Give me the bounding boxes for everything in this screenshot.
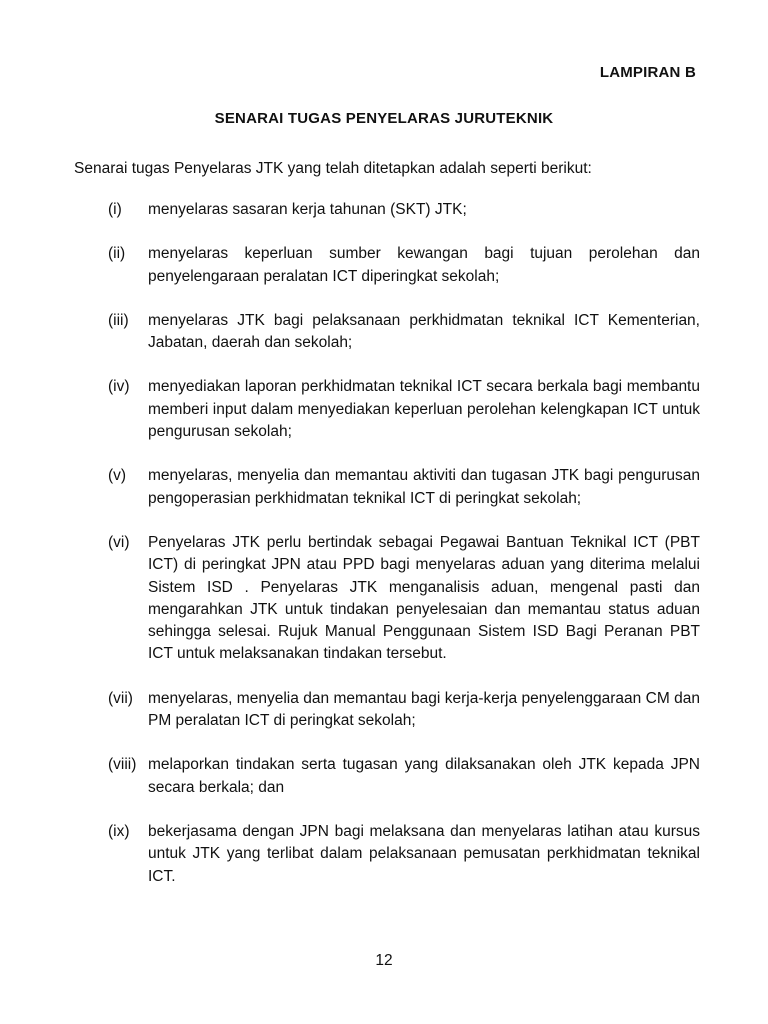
list-item <box>108 376 700 443</box>
list-item <box>108 754 700 799</box>
list-item <box>108 199 700 221</box>
item-number: (ix) <box>108 822 130 840</box>
item-number: (v) <box>108 467 127 485</box>
duty-list <box>108 199 700 910</box>
item-number: (ii) <box>108 245 126 263</box>
list-item <box>108 465 700 510</box>
page-title: SENARAI TUGAS PENYELARAS JURUTEKNIK <box>214 110 554 127</box>
list-item <box>108 821 700 888</box>
item-text: menyediakan laporan perkhidmatan teknikal ICT secara berkala bagi membantu memberi input dalam menyediakan keperluan perolehan kelengkapan ICT untuk pengurusan sekolah; <box>148 378 700 441</box>
item-number: (viii) <box>108 756 137 774</box>
item-number: (vii) <box>108 689 133 707</box>
annex-label: LAMPIRAN B <box>599 64 696 81</box>
page-number: 12 <box>375 952 393 969</box>
item-text: melaporkan tindakan serta tugasan yang dilaksanakan oleh JTK kepada JPN secara berkala; dan <box>148 756 700 796</box>
item-text: menyelaras sasaran kerja tahunan (SKT) JTK; <box>148 201 467 218</box>
item-number: (iii) <box>108 311 129 329</box>
item-text: Penyelaras JTK perlu bertindak sebagai Pegawai Bantuan Teknikal ICT (PBT ICT) di peringkat JPN atau PPD bagi menyelaras aduan yang diterima melalui Sistem ISD . Penyelaras JTK menganalisis aduan, mengenal pasti dan mengarahkan JTK untuk tindakan penyelesaian dan memantau status aduan sehingga selesai. Rujuk Manual Penggunaan Sistem ISD Bagi Peranan PBT ICT untuk melaksanakan tindakan tersebut. <box>148 533 700 663</box>
item-text: menyelaras, menyelia dan memantau bagi kerja-kerja penyelenggaraan CM dan PM peralatan ICT di peringkat sekolah; <box>148 689 700 730</box>
item-number: (vi) <box>108 533 130 551</box>
item-text: menyelaras, menyelia dan memantau aktiviti dan tugasan JTK bagi pengurusan pengoperasian perkhidmatan teknikal ICT di peringkat sekolah; <box>148 467 700 507</box>
item-text: menyelaras keperluan sumber kewangan bagi tujuan perolehan dan penyelengaraan peralatan ICT diperingkat sekolah; <box>148 245 700 285</box>
item-number: (iv) <box>108 378 130 396</box>
item-number: (i) <box>108 201 122 218</box>
intro-paragraph: Senarai tugas Penyelaras JTK yang telah ditetapkan adalah seperti berikut: <box>74 160 592 177</box>
item-text: bekerjasama dengan JPN bagi melaksana dan menyelaras latihan atau kursus untuk JTK yang terlibat dalam pelaksanaan pemusatan perkhidmatan teknikal ICT. <box>148 822 700 885</box>
list-item <box>108 243 700 288</box>
list-item <box>108 688 700 733</box>
list-item <box>108 532 700 666</box>
item-text: menyelaras JTK bagi pelaksanaan perkhidmatan teknikal ICT Kementerian, Jabatan, daerah dan sekolah; <box>148 311 700 352</box>
list-item <box>108 310 700 355</box>
